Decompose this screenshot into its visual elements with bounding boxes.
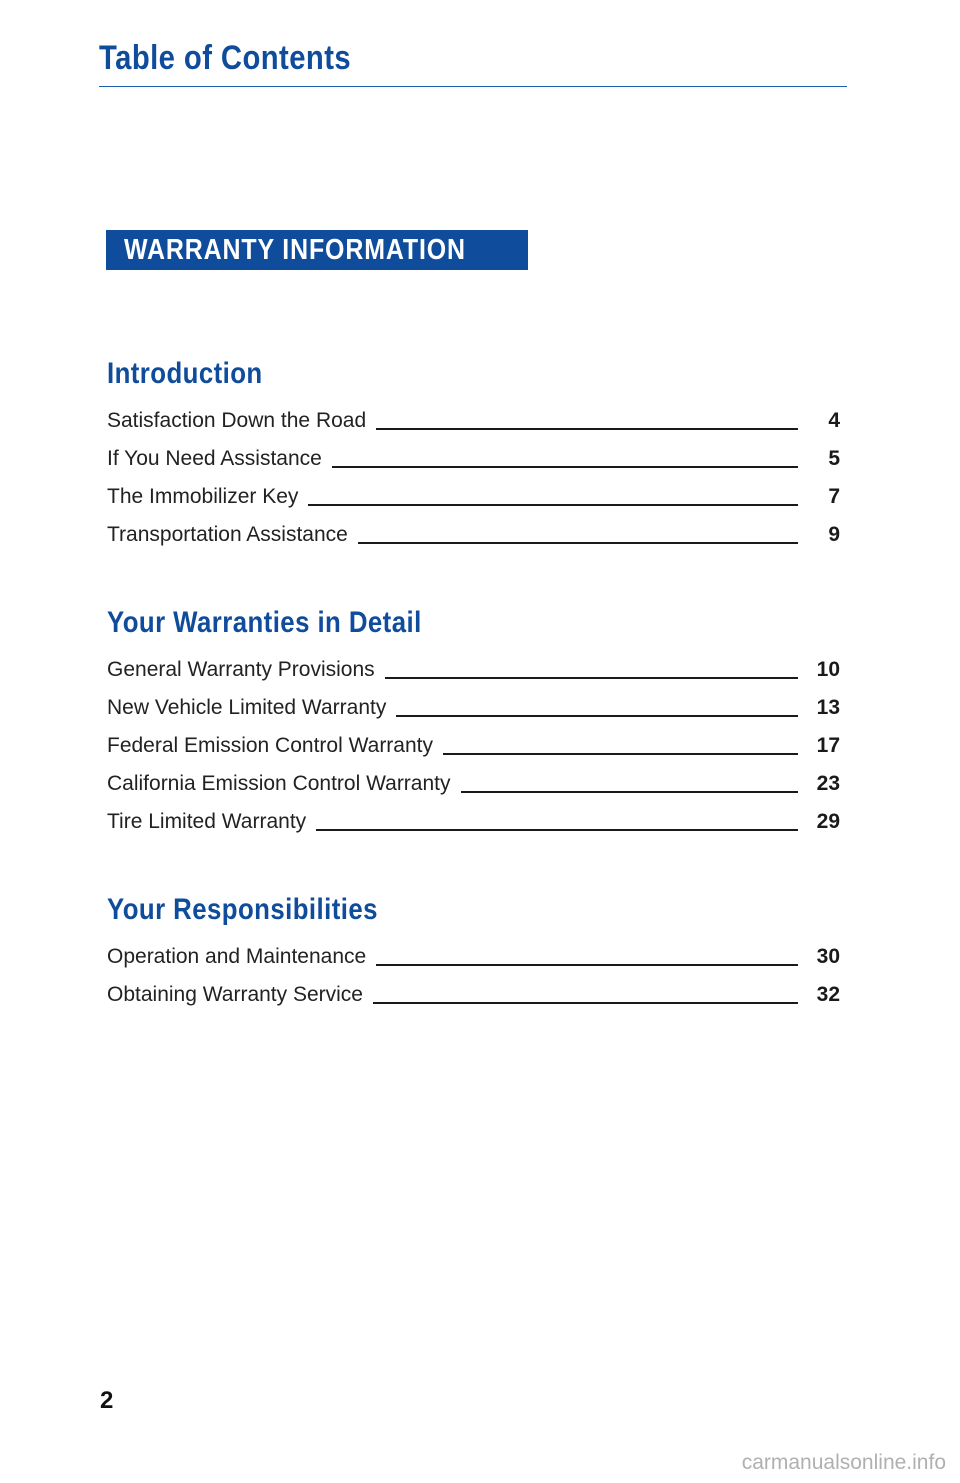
toc-entry[interactable] (107, 763, 840, 801)
toc-entry-page: 32 (816, 983, 840, 1006)
leader-line (316, 829, 798, 831)
toc-entry-label: Transportation Assistance (107, 523, 348, 546)
leader-line (358, 542, 798, 544)
leader-line (332, 466, 798, 468)
toc-entry[interactable] (107, 649, 840, 687)
toc-entry-label: The Immobilizer Key (107, 485, 299, 508)
toc-entry-page: 4 (828, 409, 840, 432)
banner-label: WARRANTY INFORMATION (124, 234, 466, 266)
toc-entry[interactable] (107, 514, 840, 552)
toc-entry-page: 23 (816, 772, 840, 795)
page-title: Table of Contents (99, 39, 352, 77)
leader-line (461, 791, 799, 793)
toc-entry[interactable] (107, 974, 840, 1012)
toc-entry[interactable] (107, 400, 840, 438)
toc-entry[interactable] (107, 438, 840, 476)
toc-entry-page: 17 (816, 734, 840, 757)
toc-entry[interactable] (107, 725, 840, 763)
toc-section-responsibilities (107, 890, 840, 1012)
toc-entry-label: Tire Limited Warranty (107, 810, 307, 833)
toc-entry[interactable] (107, 687, 840, 725)
toc-entry-page: 9 (828, 523, 840, 546)
toc-entry-label: If You Need Assistance (107, 447, 322, 470)
toc-entry[interactable] (107, 936, 840, 974)
toc-entry-label: New Vehicle Limited Warranty (107, 696, 387, 719)
leader-line (376, 428, 798, 430)
toc-entry-label: General Warranty Provisions (107, 658, 375, 681)
toc-entry-page: 7 (828, 485, 840, 508)
section-heading: Your Responsibilities (107, 893, 378, 926)
leader-line (396, 715, 798, 717)
title-divider (99, 86, 847, 87)
leader-line (385, 677, 798, 679)
toc-entry-label: Satisfaction Down the Road (107, 409, 367, 432)
leader-line (373, 1002, 798, 1004)
section-heading: Introduction (107, 357, 263, 390)
toc-entry-page: 30 (816, 945, 840, 968)
leader-line (376, 964, 798, 966)
toc-entry-label: California Emission Control Warranty (107, 772, 451, 795)
toc-entry-label: Obtaining Warranty Service (107, 983, 363, 1006)
leader-line (308, 504, 798, 506)
toc-entry-page: 10 (816, 658, 840, 681)
toc-entry-page: 29 (816, 810, 840, 833)
toc-entry-page: 5 (828, 447, 840, 470)
toc-entry-label: Operation and Maintenance (107, 945, 367, 968)
section-heading: Your Warranties in Detail (107, 606, 422, 639)
toc-entry[interactable] (107, 801, 840, 839)
toc-section-warranties (107, 603, 840, 839)
toc-entry-page: 13 (816, 696, 840, 719)
page-number: 2 (100, 1387, 114, 1414)
section-banner (106, 230, 528, 270)
watermark: carmanualsonline.info (741, 1451, 946, 1474)
leader-line (443, 753, 798, 755)
toc-entry[interactable] (107, 476, 840, 514)
toc-entry-label: Federal Emission Control Warranty (107, 734, 433, 757)
toc-section-introduction (107, 354, 840, 552)
